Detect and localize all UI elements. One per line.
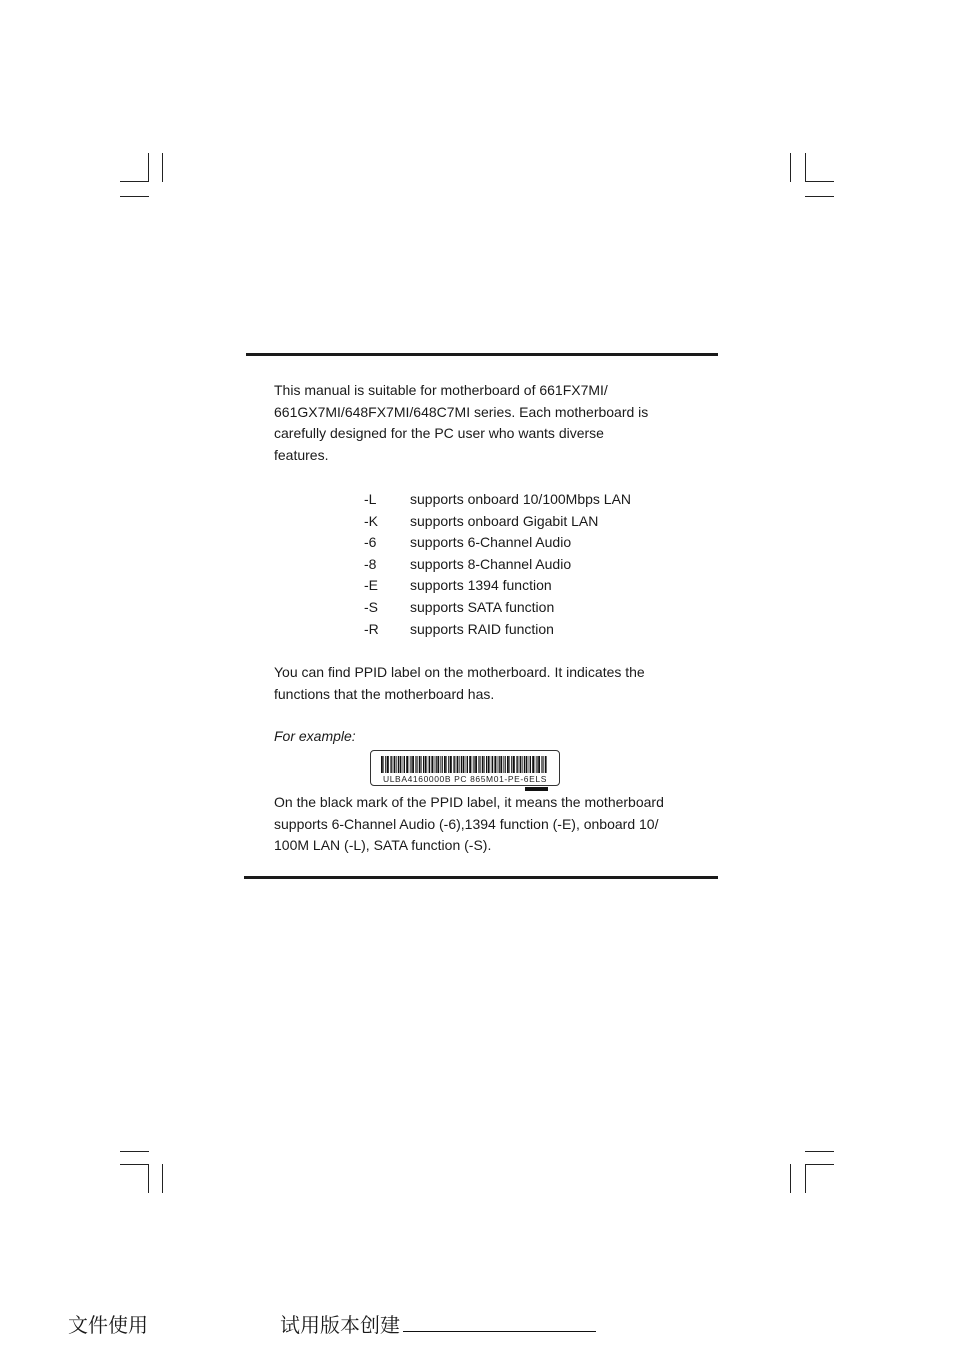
crop-mark: [148, 1164, 149, 1193]
list-item: [364, 575, 631, 597]
text-line: This manual is suitable for motherboard of 661FX7MI/: [274, 382, 608, 398]
barcode-bar: [538, 756, 540, 773]
barcode-bar: [448, 756, 449, 773]
suffix-description: supports onboard 10/100Mbps LAN: [410, 491, 632, 507]
barcode-bar: [387, 756, 389, 773]
barcode-bar: [526, 756, 528, 773]
crop-mark: [162, 1164, 163, 1193]
suffix-code-list: [364, 489, 631, 640]
barcode-bar: [517, 756, 518, 773]
barcode-bar: [431, 756, 433, 773]
text-line: functions that the motherboard has.: [274, 685, 495, 702]
barcode-bar: [535, 756, 536, 773]
crop-mark: [805, 1164, 834, 1165]
barcode-bar: [406, 756, 408, 773]
barcode-bar: [385, 756, 386, 773]
list-item: [364, 619, 631, 641]
barcode-bar: [499, 756, 500, 773]
barcode-bar: [412, 756, 414, 773]
bottom-rule: [244, 876, 718, 879]
barcode-bar: [396, 756, 397, 773]
footer-left-text: 文件使用: [68, 1313, 148, 1337]
barcode-bar: [410, 756, 411, 773]
suffix-description: supports onboard Gigabit LAN: [410, 512, 599, 529]
barcode-bar: [475, 756, 477, 773]
barcode-bar: [545, 756, 547, 773]
barcode-bar: [436, 756, 437, 773]
barcode-bar: [394, 756, 396, 773]
barcode-bar: [453, 756, 454, 773]
barcode-bar: [530, 756, 531, 773]
barcode-bar: [390, 756, 391, 773]
crop-mark: [148, 153, 149, 182]
barcode-bar: [383, 756, 384, 773]
barcode-bar: [461, 756, 462, 773]
barcode-bar: [409, 756, 410, 773]
barcode-bar: [542, 756, 543, 773]
top-rule: [246, 353, 718, 356]
barcode-bar: [381, 756, 383, 773]
barcode-bar: [415, 756, 416, 773]
barcode-bar: [391, 756, 392, 773]
barcode-bar: [403, 756, 404, 773]
text-line: On the black mark of the PPID label, it means the motherboard: [274, 794, 664, 810]
barcode-bar: [529, 756, 530, 773]
barcode-bar: [486, 756, 487, 773]
barcode-bar: [541, 756, 542, 773]
barcode-bar: [532, 756, 534, 773]
text-line: supports 6-Channel Audio (-6),1394 function (-E), onboard 10/: [274, 815, 659, 832]
suffix-code: -8: [364, 555, 377, 572]
barcode-bar: [492, 756, 493, 773]
crop-mark: [120, 181, 149, 182]
crop-mark: [120, 1164, 149, 1165]
suffix-code: -K: [364, 512, 378, 529]
suffix-code: -L: [364, 491, 377, 507]
list-item: [364, 532, 631, 554]
explanation-paragraph: [274, 792, 694, 857]
crop-mark: [805, 153, 806, 182]
suffix-description: supports 6-Channel Audio: [410, 534, 572, 551]
barcode-bar: [494, 756, 496, 773]
barcode-bar: [522, 756, 523, 773]
barcode-bar: [520, 756, 522, 773]
barcode-bar: [472, 756, 473, 773]
barcode-bar: [497, 756, 498, 773]
barcode-bar: [466, 756, 467, 773]
barcode-bar: [446, 756, 447, 773]
crop-mark: [790, 1164, 791, 1193]
barcode-bar: [507, 756, 509, 773]
ppid-label: [370, 750, 560, 786]
list-item: [364, 489, 631, 511]
barcode-bar: [421, 756, 422, 773]
list-item: [364, 511, 631, 533]
list-item: [364, 597, 631, 619]
barcode-bar: [425, 756, 427, 773]
barcode-bar: [400, 756, 402, 773]
list-item: [364, 554, 631, 576]
barcode-bar: [500, 756, 502, 773]
barcode-bar: [459, 756, 460, 773]
footer-right-text: 试用版本创建: [280, 1313, 400, 1337]
suffix-code: -E: [364, 577, 378, 594]
barcode-bar: [437, 756, 439, 773]
barcode-bar: [484, 756, 485, 773]
barcode-bar: [404, 756, 405, 773]
crop-mark: [162, 153, 163, 182]
crop-mark: [805, 181, 834, 182]
crop-mark: [120, 196, 149, 197]
barcode-bar: [478, 756, 479, 773]
ppid-black-mark: [525, 787, 548, 791]
footer-underline: [403, 1331, 596, 1332]
barcode-bar: [513, 756, 515, 773]
barcode-bar: [469, 756, 471, 773]
barcode-bar: [398, 756, 399, 773]
barcode-bar: [423, 756, 424, 773]
barcode-bar: [463, 756, 465, 773]
barcode-bar: [516, 756, 517, 773]
barcode-bar: [434, 756, 435, 773]
text-line: You can find PPID label on the motherboard. It indicates the: [274, 664, 645, 680]
suffix-description: supports RAID function: [410, 620, 554, 637]
barcode-bar: [509, 756, 510, 773]
text-line: features.: [274, 446, 329, 463]
barcode-bar: [457, 756, 459, 773]
barcode-bar: [440, 756, 441, 773]
barcode-bar: [416, 756, 417, 773]
text-line: carefully designed for the PC user who wants diverse: [274, 425, 604, 442]
barcode-bar: [419, 756, 421, 773]
ppid-label-text: ULBA4160000B PC 865M01-PE-6ELS: [382, 774, 547, 784]
barcode: [381, 756, 549, 773]
intro-paragraph: [274, 380, 694, 466]
barcode-bar: [536, 756, 537, 773]
text-line: 661GX7MI/648FX7MI/648C7MI series. Each motherboard is: [274, 403, 649, 420]
barcode-bar: [511, 756, 512, 773]
barcode-bar: [491, 756, 492, 773]
suffix-code: -R: [364, 620, 379, 637]
suffix-code: -S: [364, 598, 378, 615]
barcode-bar: [450, 756, 452, 773]
ppid-intro-paragraph: [274, 662, 694, 705]
text-line: 100M LAN (-L), SATA function (-S).: [274, 837, 492, 854]
barcode-bar: [482, 756, 484, 773]
crop-mark: [805, 1151, 834, 1152]
barcode-bar: [467, 756, 468, 773]
barcode-bar: [428, 756, 429, 773]
barcode-bar: [488, 756, 490, 773]
crop-mark: [120, 1151, 149, 1152]
barcode-bar: [442, 756, 443, 773]
suffix-description: supports 8-Channel Audio: [410, 555, 572, 572]
example-label: For example:: [274, 728, 356, 744]
suffix-description: supports 1394 function: [410, 577, 552, 594]
barcode-bar: [444, 756, 446, 773]
barcode-bar: [505, 756, 506, 773]
suffix-code: -6: [364, 534, 377, 551]
barcode-bar: [524, 756, 525, 773]
barcode-bar: [479, 756, 480, 773]
suffix-description: supports SATA function: [410, 598, 555, 615]
barcode-bar: [503, 756, 504, 773]
barcode-bar: [454, 756, 455, 773]
crop-mark: [805, 196, 834, 197]
crop-mark: [790, 153, 791, 182]
barcode-bar: [429, 756, 430, 773]
crop-mark: [805, 1164, 806, 1193]
barcode-bar: [473, 756, 474, 773]
